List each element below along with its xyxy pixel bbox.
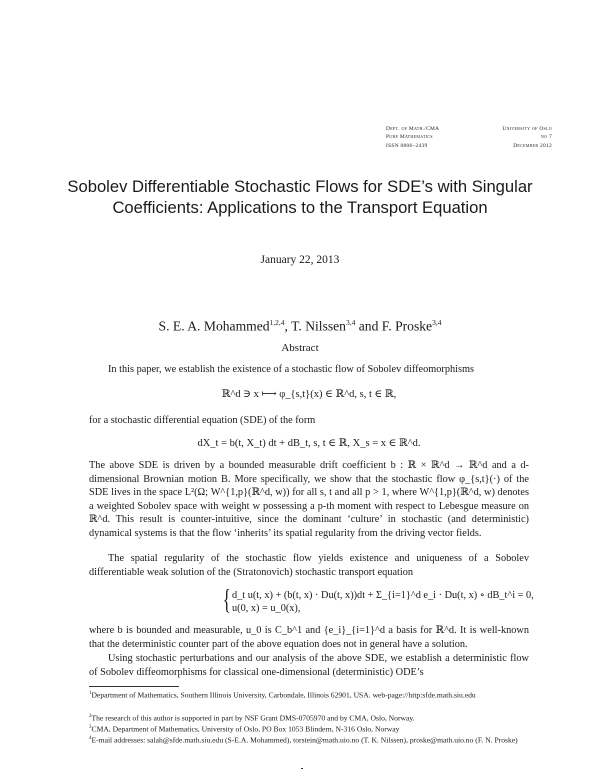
equation-sde: dX_t = b(t, X_t) dt + dB_t, s, t ∈ ℝ, X_s = x ∈ ℝ^d. (197, 438, 421, 449)
transport-equation-system (222, 585, 534, 616)
header-number: no 7 (540, 134, 552, 141)
abstract-paragraph: where b is bounded and measurable, u_0 is C_b^1 and {e_i}_{i=1}^d a basis for ℝ^d. It is well-known that the deterministic counter part of the above equation does not in general have a solution. (89, 625, 529, 650)
paper-title: Sobolev Differentiable Stochastic Flows for SDE’s with Singular Coefficients: Applications to the Transport Equation (67, 177, 533, 217)
author-proske-affil: 3,4 (432, 318, 442, 327)
system-line-2: u(0, x) = u_0(x), (232, 603, 301, 614)
footnote-text: CMA, Department of Mathematics, University of Oslo, PO Box 1053 Blindern, N-316 Oslo, Norway (91, 724, 400, 734)
abstract-paragraph: for a stochastic differential equation (SDE) of the form (89, 415, 316, 426)
header-university: University of Oslo (502, 126, 552, 132)
author-separator: , (284, 318, 292, 334)
author-proske: F. Proske (381, 318, 433, 334)
abstract-paragraph: Using stochastic perturbations and our analysis of the above SDE, we establish a deterministic flow of Sobolev diffeomorphisms for classical one-dimensional (deterministic) ODE’s (89, 653, 529, 678)
author-mohammed: S. E. A. Mohammed (158, 318, 270, 334)
header-left (386, 125, 486, 150)
abstract-paragraph: The above SDE is driven by a bounded measurable drift coefficient b : ℝ × ℝ^d → ℝ^d and a d-dimensional Brownian motion B. More specifically, we show that the stochastic flow φ_{s,t}(·) of the SDE lives in the space L²(Ω; W^{1,p}(ℝ^d, w)) for all s, t and all p > 1, where W^{1,p}(ℝ^d, w) denotes a weighted Sobolev space with weight w possessing a p-th moment with respect to Lebesgue measure on ℝ^d. This result is counter-intuitive, since the dominant ‘culture’ in stochastic (and deterministic) dynamical systems is that the flow ‘inherits’ its spatial regularity from the driving vector fields. (89, 460, 529, 539)
author-nilssen: T. Nilssen (291, 318, 346, 334)
footnote-text: E-mail addresses: salah@sfde.math.siu.edu (S-E.A. Mohammed), torstein@math.uio.no (T. K. Nilssen), proske@math.uio.no (F. N. Proske) (91, 735, 518, 745)
footnote-mark: 1 (89, 691, 92, 696)
author-mohammed-affil: 1,2,4 (269, 318, 285, 327)
abstract-paragraph: In this paper, we establish the existence of a stochastic flow of Sobolev diffeomorphisms (108, 364, 474, 375)
footnote-4 (89, 734, 529, 746)
footnote-1 (89, 689, 529, 701)
abstract-paragraph: The spatial regularity of the stochastic flow yields existence and uniqueness of a Sobolev differentiable weak solution of the (Stratonovich) stochastic transport equation (89, 553, 529, 578)
header-issn: ISSN 0806–2439 (386, 142, 428, 149)
system-line-1: d_t u(t, x) + (b(t, x) · Du(t, x))dt + Σ_{i=1}^d e_i · Du(t, x) ∘ dB_t^i = 0, (232, 590, 534, 601)
header-series: Pure Mathematics (386, 134, 433, 141)
footnote-mark: 3 (89, 725, 92, 730)
footnote-mark: 2 (89, 714, 92, 719)
page-number-mark (301, 768, 303, 769)
footnote-rule (89, 686, 179, 687)
header-date: December 2012 (513, 142, 552, 149)
author-separator: and (355, 318, 382, 334)
footnote-text: Department of Mathematics, Southern Illinois University, Carbondale, Illinois 62901, USA. web-page://http:sfde.math.siu.edu (91, 690, 476, 700)
system-brace: { (222, 585, 231, 616)
abstract-heading: Abstract (281, 342, 319, 354)
header-dept: Dept. of Math./CMA (386, 126, 440, 132)
footnote-text: The research of this author is supported in part by NSF Grant DMS-0705970 and by CMA, Oslo, Norway. (91, 713, 415, 723)
author-nilssen-affil: 3,4 (345, 318, 356, 327)
author-list (0, 318, 600, 335)
header-right (474, 125, 552, 150)
equation-flow: ℝ^d ∋ x ⟼ φ_{s,t}(x) ∈ ℝ^d, s, t ∈ ℝ, (221, 389, 397, 400)
footnote-mark: 4 (89, 736, 92, 741)
paper-date: January 22, 2013 (260, 254, 340, 266)
